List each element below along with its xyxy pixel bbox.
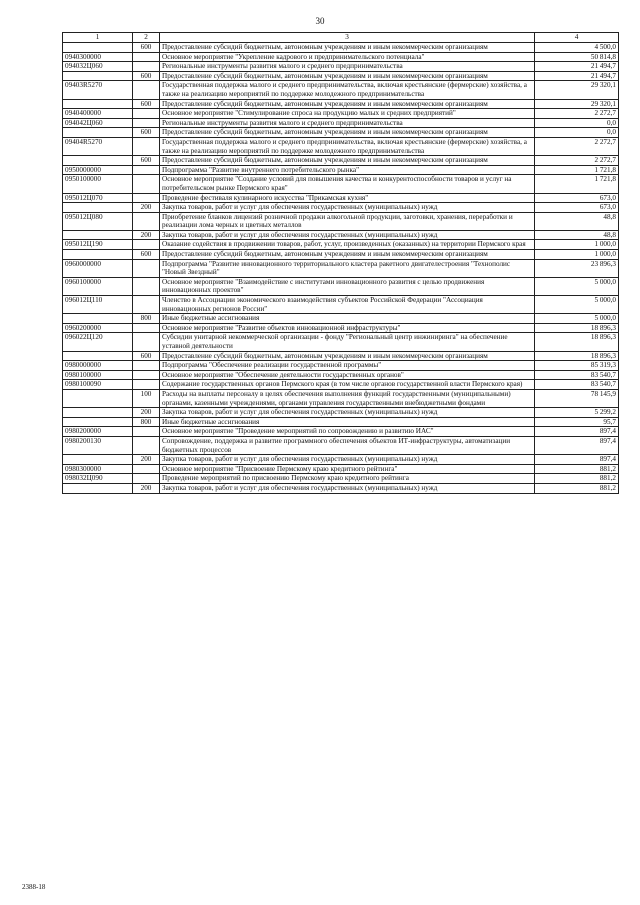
expense-type-code xyxy=(133,212,160,230)
table-row xyxy=(63,193,619,203)
expense-type-code xyxy=(133,165,160,175)
table-row xyxy=(63,296,619,314)
item-name: Предоставление субсидий бюджетным, автономным учреждениям и иным некоммерческим организациям xyxy=(160,128,535,138)
expense-type-code: 800 xyxy=(133,417,160,427)
table-row xyxy=(63,323,619,333)
header-row xyxy=(63,33,619,43)
target-article-code: 0960100000 xyxy=(63,277,133,295)
amount: 95,7 xyxy=(535,417,619,427)
target-article-code xyxy=(63,408,133,418)
table-row xyxy=(63,417,619,427)
amount: 897,4 xyxy=(535,436,619,454)
amount: 1 000,0 xyxy=(535,250,619,260)
amount: 29 320,1 xyxy=(535,81,619,99)
expense-type-code xyxy=(133,380,160,390)
item-name: Оказание содействия в продвижении товаров, работ, услуг, произведенных (оказанных) на территории Пермского края xyxy=(160,240,535,250)
item-name: Закупка товаров, работ и услуг для обеспечения государственных (муниципальных) нужд xyxy=(160,203,535,213)
table-row xyxy=(63,230,619,240)
amount: 5 000,0 xyxy=(535,277,619,295)
amount: 18 896,3 xyxy=(535,323,619,333)
amount: 673,0 xyxy=(535,203,619,213)
expense-type-code: 600 xyxy=(133,250,160,260)
expense-type-code: 200 xyxy=(133,203,160,213)
target-article-code: 0940300000 xyxy=(63,52,133,62)
amount: 23 896,3 xyxy=(535,259,619,277)
table-row xyxy=(63,380,619,390)
table-row xyxy=(63,128,619,138)
target-article-code: 09403R5270 xyxy=(63,81,133,99)
target-article-code: 096022Ц120 xyxy=(63,333,133,351)
item-name: Предоставление субсидий бюджетным, автономным учреждениям и иным некоммерческим организациям xyxy=(160,156,535,166)
item-name: Закупка товаров, работ и услуг для обеспечения государственных (муниципальных) нужд xyxy=(160,408,535,418)
expense-type-code xyxy=(133,118,160,128)
amount: 897,4 xyxy=(535,455,619,465)
table-row xyxy=(63,408,619,418)
amount: 21 494,7 xyxy=(535,71,619,81)
target-article-code: 0980200000 xyxy=(63,427,133,437)
item-name: Предоставление субсидий бюджетным, автономным учреждениям и иным некоммерческим организациям xyxy=(160,43,535,53)
item-name: Закупка товаров, работ и услуг для обеспечения государственных (муниципальных) нужд xyxy=(160,230,535,240)
table-row xyxy=(63,118,619,128)
table-row xyxy=(63,250,619,260)
amount: 5 000,0 xyxy=(535,296,619,314)
header-cell-name: 3 xyxy=(160,33,535,43)
amount: 881,2 xyxy=(535,464,619,474)
amount: 29 320,1 xyxy=(535,99,619,109)
table-row xyxy=(63,436,619,454)
target-article-code: 0980200130 xyxy=(63,436,133,454)
expense-type-code xyxy=(133,52,160,62)
item-name: Проведение фестиваля кулинарного искусства "Прикамская кухня" xyxy=(160,193,535,203)
item-name: Основное мероприятие "Стимулирование спроса на продукцию малых и средних предприятий" xyxy=(160,109,535,119)
expense-type-code: 100 xyxy=(133,389,160,407)
target-article-code xyxy=(63,156,133,166)
expense-type-code xyxy=(133,464,160,474)
target-article-code xyxy=(63,99,133,109)
target-article-code: 0980100000 xyxy=(63,370,133,380)
table-row xyxy=(63,175,619,193)
target-article-code: 094042Ц060 xyxy=(63,118,133,128)
expense-type-code xyxy=(133,436,160,454)
table-row xyxy=(63,62,619,72)
table-row xyxy=(63,427,619,437)
expense-type-code: 600 xyxy=(133,156,160,166)
expense-type-code: 600 xyxy=(133,71,160,81)
amount: 4 500,0 xyxy=(535,43,619,53)
table-row xyxy=(63,464,619,474)
table-row xyxy=(63,99,619,109)
amount: 881,2 xyxy=(535,474,619,484)
expense-type-code xyxy=(133,259,160,277)
target-article-code xyxy=(63,455,133,465)
amount: 85 319,3 xyxy=(535,361,619,371)
table-row xyxy=(63,314,619,324)
target-article-code: 098032Ц090 xyxy=(63,474,133,484)
amount: 48,8 xyxy=(535,230,619,240)
table-row xyxy=(63,389,619,407)
amount: 18 896,3 xyxy=(535,333,619,351)
table-row xyxy=(63,81,619,99)
expense-type-code xyxy=(133,137,160,155)
target-article-code: 0960000000 xyxy=(63,259,133,277)
target-article-code: 0960200000 xyxy=(63,323,133,333)
item-name: Расходы на выплаты персоналу в целях обеспечения выполнения функций государственными (муниципальными) органами, казенными учреждениями, органами управления государственными внебюджетными фондами xyxy=(160,389,535,407)
target-article-code: 0950000000 xyxy=(63,165,133,175)
table-row xyxy=(63,52,619,62)
item-name: Государственная поддержка малого и среднего предпринимательства, включая крестьянские (фермерские) хозяйства, а также на реализацию мероприятий по поддержке молодежного предпринимательства xyxy=(160,137,535,155)
expense-type-code xyxy=(133,277,160,295)
amount: 1 721,8 xyxy=(535,165,619,175)
header-cell-vr: 2 xyxy=(133,33,160,43)
target-article-code xyxy=(63,483,133,493)
amount: 50 814,8 xyxy=(535,52,619,62)
expense-type-code xyxy=(133,323,160,333)
item-name: Приобретение бланков лицензий розничной продажи алкогольной продукции, заготовки, хранения, переработки и реализации лома черных и цветных металлов xyxy=(160,212,535,230)
item-name: Основное мероприятие "Создание условий для повышения качества и конкурентоспособности товаров и услуг на потребительском рынке Пермского края" xyxy=(160,175,535,193)
item-name: Проведение мероприятий по присвоению Пермскому краю кредитного рейтинга xyxy=(160,474,535,484)
table-row xyxy=(63,277,619,295)
amount: 78 145,9 xyxy=(535,389,619,407)
target-article-code: 0940400000 xyxy=(63,109,133,119)
item-name: Предоставление субсидий бюджетным, автономным учреждениям и иным некоммерческим организациям xyxy=(160,99,535,109)
table-row xyxy=(63,483,619,493)
amount: 2 272,7 xyxy=(535,156,619,166)
expense-type-code xyxy=(133,296,160,314)
target-article-code: 0980100090 xyxy=(63,380,133,390)
amount: 48,8 xyxy=(535,212,619,230)
item-name: Иные бюджетные ассигнования xyxy=(160,314,535,324)
expense-type-code xyxy=(133,81,160,99)
target-article-code xyxy=(63,417,133,427)
table-row xyxy=(63,259,619,277)
item-name: Основное мероприятие "Проведение мероприятий по сопровождению и развитию ИАС" xyxy=(160,427,535,437)
amount: 1 721,8 xyxy=(535,175,619,193)
table-row xyxy=(63,333,619,351)
table-row xyxy=(63,109,619,119)
item-name: Предоставление субсидий бюджетным, автономным учреждениям и иным некоммерческим организациям xyxy=(160,351,535,361)
item-name: Субсидии унитарной некоммерческой организации - фонду "Региональный центр инжиниринга" на обеспечение уставной деятельности xyxy=(160,333,535,351)
table-row xyxy=(63,455,619,465)
table-row xyxy=(63,203,619,213)
target-article-code xyxy=(63,203,133,213)
item-name: Содержание государственных органов Пермского края (в том числе органов государственной власти Пермского края) xyxy=(160,380,535,390)
target-article-code: 095012Ц190 xyxy=(63,240,133,250)
target-article-code xyxy=(63,43,133,53)
item-name: Основное мероприятие "Развитие объектов инновационной инфраструктуры" xyxy=(160,323,535,333)
table-row xyxy=(63,474,619,484)
target-article-code: 096012Ц110 xyxy=(63,296,133,314)
target-article-code: 09404R5270 xyxy=(63,137,133,155)
item-name: Сопровождение, поддержка и развитие программного обеспечения объектов ИТ-инфраструктуры, автоматизации бюджетных процессов xyxy=(160,436,535,454)
item-name: Основное мероприятие "Обеспечение деятельности государственных органов" xyxy=(160,370,535,380)
amount: 18 896,3 xyxy=(535,351,619,361)
item-name: Государственная поддержка малого и среднего предпринимательства, включая крестьянские (фермерские) хозяйства, а также на реализацию мероприятий по поддержке молодежного предпринимательства xyxy=(160,81,535,99)
item-name: Основное мероприятие "Взаимодействие с институтами инновационного развития с целью продвижения инновационных проектов" xyxy=(160,277,535,295)
table-row xyxy=(63,137,619,155)
expense-type-code xyxy=(133,240,160,250)
table-row xyxy=(63,212,619,230)
item-name: Подпрограмма "Развитие внутреннего потребительского рынка" xyxy=(160,165,535,175)
target-article-code xyxy=(63,389,133,407)
table-row xyxy=(63,240,619,250)
table-row xyxy=(63,165,619,175)
amount: 2 272,7 xyxy=(535,109,619,119)
target-article-code: 0980000000 xyxy=(63,361,133,371)
amount: 2 272,7 xyxy=(535,137,619,155)
amount: 897,4 xyxy=(535,427,619,437)
expense-type-code: 200 xyxy=(133,408,160,418)
table-row xyxy=(63,43,619,53)
item-name: Членство в Ассоциации экономического взаимодействия субъектов Российской Федерации "Ассоциация инновационных регионов России" xyxy=(160,296,535,314)
expense-type-code xyxy=(133,193,160,203)
expense-type-code xyxy=(133,370,160,380)
expense-type-code xyxy=(133,62,160,72)
amount: 0,0 xyxy=(535,128,619,138)
amount: 21 494,7 xyxy=(535,62,619,72)
item-name: Подпрограмма "Развитие инновационного территориального кластера ракетного двигателестроения "Технополис "Новый Звездный" xyxy=(160,259,535,277)
target-article-code xyxy=(63,71,133,81)
item-name: Предоставление субсидий бюджетным, автономным учреждениям и иным некоммерческим организациям xyxy=(160,250,535,260)
target-article-code xyxy=(63,351,133,361)
expense-type-code: 600 xyxy=(133,351,160,361)
amount: 1 000,0 xyxy=(535,240,619,250)
amount: 83 540,7 xyxy=(535,380,619,390)
amount: 5 000,0 xyxy=(535,314,619,324)
item-name: Основное мероприятие "Присвоение Пермскому краю кредитного рейтинга" xyxy=(160,464,535,474)
target-article-code: 095012Ц080 xyxy=(63,212,133,230)
amount: 83 540,7 xyxy=(535,370,619,380)
table-row xyxy=(63,370,619,380)
target-article-code xyxy=(63,230,133,240)
item-name: Региональные инструменты развития малого и среднего предпринимательства xyxy=(160,62,535,72)
expense-type-code: 600 xyxy=(133,128,160,138)
amount: 673,0 xyxy=(535,193,619,203)
target-article-code xyxy=(63,250,133,260)
item-name: Закупка товаров, работ и услуг для обеспечения государственных (муниципальных) нужд xyxy=(160,455,535,465)
table-row xyxy=(63,351,619,361)
expense-type-code xyxy=(133,361,160,371)
target-article-code: 0950100000 xyxy=(63,175,133,193)
target-article-code xyxy=(63,128,133,138)
header-cell-code: 1 xyxy=(63,33,133,43)
expense-type-code: 200 xyxy=(133,483,160,493)
expense-type-code: 800 xyxy=(133,314,160,324)
target-article-code xyxy=(63,314,133,324)
item-name: Иные бюджетные ассигнования xyxy=(160,417,535,427)
expense-type-code xyxy=(133,175,160,193)
page-number: 30 xyxy=(315,16,325,26)
expense-type-code: 200 xyxy=(133,230,160,240)
table-row xyxy=(63,361,619,371)
budget-table xyxy=(62,32,619,494)
expense-type-code: 600 xyxy=(133,43,160,53)
table-body xyxy=(63,43,619,494)
expense-type-code xyxy=(133,427,160,437)
expense-type-code: 600 xyxy=(133,99,160,109)
amount: 881,2 xyxy=(535,483,619,493)
item-name: Основное мероприятие "Укрепление кадрового и предпринимательского потенциала" xyxy=(160,52,535,62)
table-row xyxy=(63,156,619,166)
item-name: Региональные инструменты развития малого и среднего предпринимательства xyxy=(160,118,535,128)
item-name: Закупка товаров, работ и услуг для обеспечения государственных (муниципальных) нужд xyxy=(160,483,535,493)
document-code: 2388-18 xyxy=(22,883,46,891)
item-name: Подпрограмма "Обеспечение реализации государственной программы" xyxy=(160,361,535,371)
expense-type-code xyxy=(133,109,160,119)
target-article-code: 095012Ц070 xyxy=(63,193,133,203)
expense-type-code: 200 xyxy=(133,455,160,465)
item-name: Предоставление субсидий бюджетным, автономным учреждениям и иным некоммерческим организациям xyxy=(160,71,535,81)
target-article-code: 0980300000 xyxy=(63,464,133,474)
expense-type-code xyxy=(133,474,160,484)
amount: 5 299,2 xyxy=(535,408,619,418)
target-article-code: 094032Ц060 xyxy=(63,62,133,72)
expense-type-code xyxy=(133,333,160,351)
header-cell-amount: 4 xyxy=(535,33,619,43)
amount: 0,0 xyxy=(535,118,619,128)
table-row xyxy=(63,71,619,81)
